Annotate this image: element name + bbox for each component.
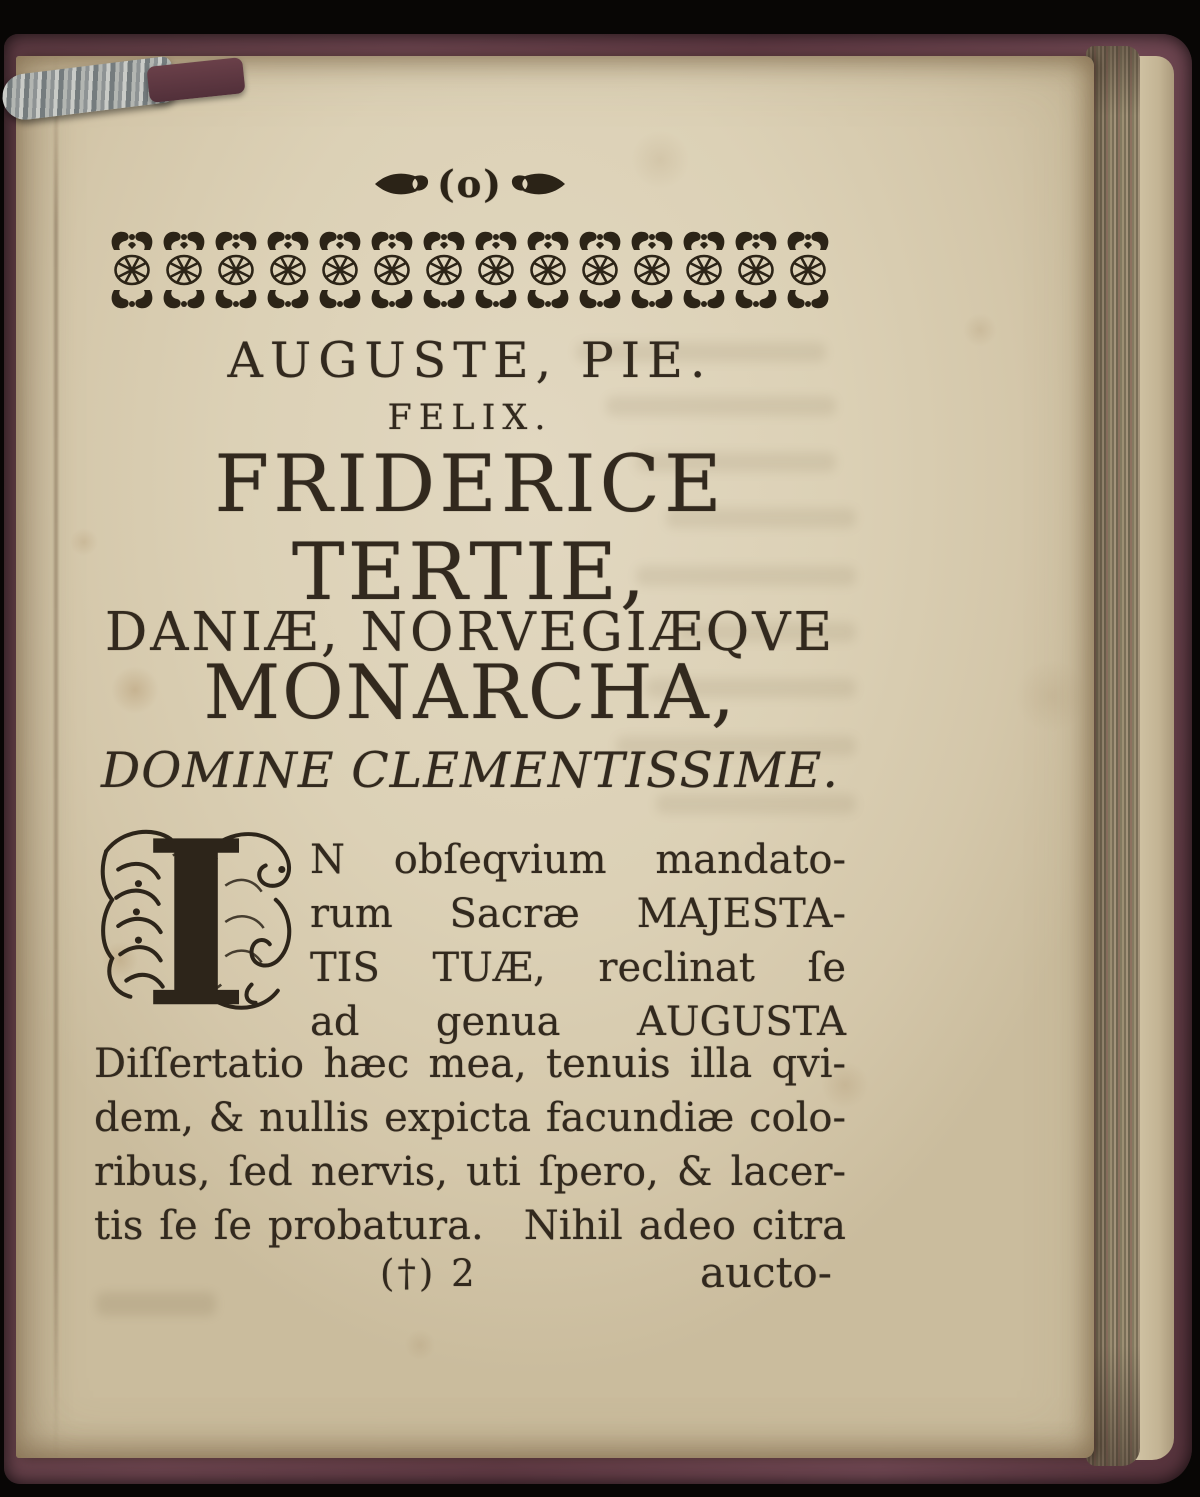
drop-cap-letter: I — [143, 824, 249, 1020]
leaf-ornament-left — [373, 169, 431, 199]
heading-realms: DANIÆ, NORVEGIÆQVE — [104, 602, 836, 663]
leaf-ornament-right — [509, 169, 567, 199]
heading-royal-name-2: TERTIE, — [291, 526, 649, 618]
heading-royal-name-1: FRIDERICE — [214, 438, 726, 530]
paragraph-line: TIS TUÆ, reclinat ſe — [310, 945, 846, 991]
signature-mark: (†) 2 — [380, 1252, 478, 1295]
paragraph-line: dem, & nullis expicta facundiæ colo- — [94, 1095, 846, 1141]
fore-edge-page-stack — [1086, 46, 1140, 1466]
paragraph-line: N obſeqvium mandato- — [310, 837, 846, 883]
text-column — [94, 56, 846, 1458]
paragraph-line: tis ſe ſe probatura. Nihil adeo citra — [94, 1203, 846, 1249]
paragraph-line: ribus, ſed nervis, uti ſpero, & lacer- — [94, 1149, 846, 1195]
paragraph-line: rum Sacræ MAJESTA- — [310, 891, 846, 937]
gutter-crease — [54, 56, 58, 1458]
drop-cap-initial-woodcut — [92, 824, 300, 1020]
book-page — [16, 56, 1094, 1458]
catchword: aucto- — [700, 1248, 832, 1297]
heading-salutation-1: AUGUSTE, PIE. — [227, 332, 713, 389]
heading-salutation-2: FELIX. — [387, 398, 553, 438]
paragraph-line: Diſſertatio hæc mea, tenuis illa qvi- — [94, 1041, 846, 1087]
heading-address: DOMINE CLEMENTISSIME. — [100, 742, 839, 799]
heading-monarch-title: MONARCHA, — [203, 648, 737, 736]
folio-ornament — [94, 162, 846, 206]
paragraph-line: ad genua AUGUSTA — [310, 999, 846, 1045]
folio-mark: (o) — [437, 162, 503, 206]
fleuron-band-ornament — [104, 226, 836, 312]
